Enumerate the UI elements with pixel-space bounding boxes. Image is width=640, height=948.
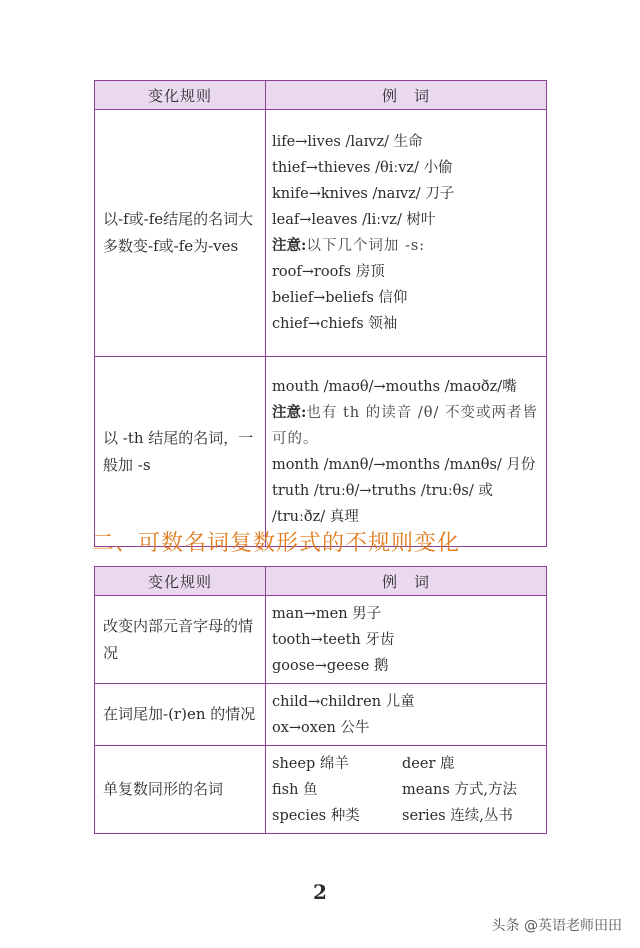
example-item: means 方式,方法 bbox=[402, 781, 517, 798]
header-examples: 例 词 bbox=[266, 81, 547, 110]
examples-cell bbox=[266, 684, 547, 746]
example-line: child→children 儿童 bbox=[272, 693, 415, 710]
example-line: truth /truːθ/→truths /truːθs/ 或 /truːðz/ 真理 bbox=[272, 482, 493, 525]
example-item: species 种类 bbox=[272, 807, 360, 824]
example-line: ox→oxen 公牛 bbox=[272, 719, 370, 736]
example-item: sheep 绵羊 bbox=[272, 755, 349, 772]
note-line bbox=[272, 233, 542, 259]
table-header-row bbox=[95, 567, 547, 596]
examples-cell bbox=[266, 357, 547, 547]
example-line: life→lives /laɪvz/ 生命 bbox=[272, 134, 423, 150]
example-line: chief→chiefs 领袖 bbox=[272, 316, 398, 332]
note-label: 注意: bbox=[272, 403, 307, 421]
table-row bbox=[95, 596, 547, 684]
table-row bbox=[95, 110, 547, 357]
example-line: leaf→leaves /liːvz/ 树叶 bbox=[272, 212, 436, 228]
table-row bbox=[95, 684, 547, 746]
example-item: deer 鹿 bbox=[402, 755, 455, 772]
note-text: 也有 th 的读音 /θ/ 不变或两者皆可的。 bbox=[272, 404, 538, 447]
page-number: 2 bbox=[313, 880, 327, 904]
table-row bbox=[95, 357, 547, 547]
note-label: 注意: bbox=[272, 237, 307, 254]
example-line: roof→roofs 房顶 bbox=[272, 264, 385, 280]
header-examples: 例 词 bbox=[266, 567, 547, 596]
examples-cell bbox=[266, 746, 547, 834]
example-line: goose→geese 鹅 bbox=[272, 657, 389, 674]
example-line: month /mʌnθ/→months /mʌnθs/ 月份 bbox=[272, 456, 536, 473]
watermark: 头条 @英语老师田田 bbox=[491, 918, 622, 934]
examples-grid bbox=[272, 751, 542, 829]
examples-cell bbox=[266, 110, 547, 357]
rule-cell: 在词尾加-(r)en 的情况 bbox=[95, 684, 266, 746]
header-rule: 变化规则 bbox=[95, 81, 266, 110]
section-heading: 二、可数名词复数形式的不规则变化 bbox=[92, 531, 461, 556]
rules-table-irregular bbox=[94, 566, 547, 834]
example-line: man→men 男子 bbox=[272, 605, 382, 622]
note-line bbox=[272, 400, 542, 452]
example-line: mouth /maʊθ/→mouths /maʊðz/嘴 bbox=[272, 378, 517, 395]
example-line: tooth→teeth 牙齿 bbox=[272, 631, 395, 648]
rule-cell: 以 -th 结尾的名词，一般加 -s bbox=[95, 357, 266, 547]
example-item: series 连续,丛书 bbox=[402, 807, 513, 824]
rules-table-f-th bbox=[94, 80, 547, 547]
table-row bbox=[95, 746, 547, 834]
rule-cell: 单复数同形的名词 bbox=[95, 746, 266, 834]
example-line: belief→beliefs 信仰 bbox=[272, 290, 408, 306]
example-line: thief→thieves /θiːvz/ 小偷 bbox=[272, 160, 453, 176]
note-text: 以下几个词加 -s: bbox=[306, 238, 426, 254]
example-item: fish 鱼 bbox=[272, 781, 318, 798]
rule-cell: 改变内部元音字母的情况 bbox=[95, 596, 266, 684]
table-header-row bbox=[95, 81, 547, 110]
example-line: knife→knives /naɪvz/ 刀子 bbox=[272, 186, 455, 202]
header-rule: 变化规则 bbox=[95, 567, 266, 596]
rule-cell: 以-f或-fe结尾的名词大多数变-f或-fe为-ves bbox=[95, 110, 266, 357]
examples-cell bbox=[266, 596, 547, 684]
